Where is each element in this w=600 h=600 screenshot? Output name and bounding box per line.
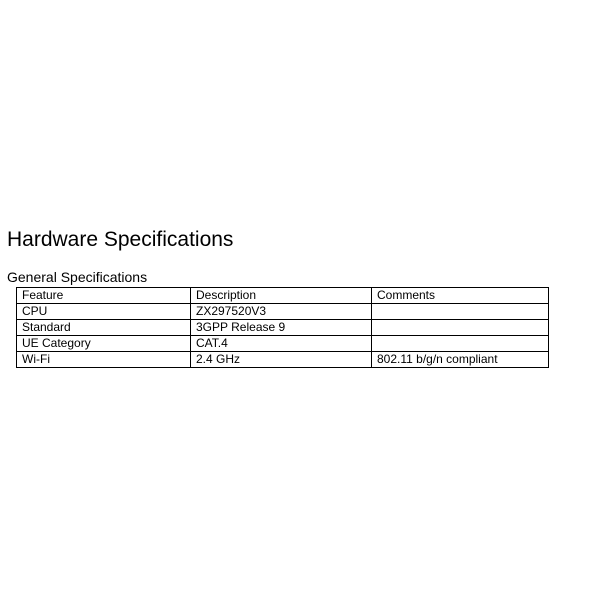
description-cell: 3GPP Release 9 (191, 320, 372, 336)
table-row (17, 352, 549, 368)
description-cell: ZX297520V3 (191, 304, 372, 320)
table-row (17, 304, 549, 320)
comments-cell (372, 304, 549, 320)
feature-cell: UE Category (17, 336, 191, 352)
description-cell: 2.4 GHz (191, 352, 372, 368)
comments-cell: 802.11 b/g/n compliant (372, 352, 549, 368)
comments-cell (372, 336, 549, 352)
feature-cell: Standard (17, 320, 191, 336)
section-title: General Specifications (7, 269, 148, 285)
column-header-comments: Comments (372, 288, 549, 304)
column-header-feature: Feature (17, 288, 191, 304)
page-title: Hardware Specifications (7, 228, 234, 251)
feature-cell: CPU (17, 304, 191, 320)
column-header-description: Description (191, 288, 372, 304)
table-row (17, 320, 549, 336)
description-cell: CAT.4 (191, 336, 372, 352)
table-row (17, 336, 549, 352)
feature-cell: Wi-Fi (17, 352, 191, 368)
table-header-row (17, 288, 549, 304)
general-specifications-table (16, 287, 549, 368)
comments-cell (372, 320, 549, 336)
